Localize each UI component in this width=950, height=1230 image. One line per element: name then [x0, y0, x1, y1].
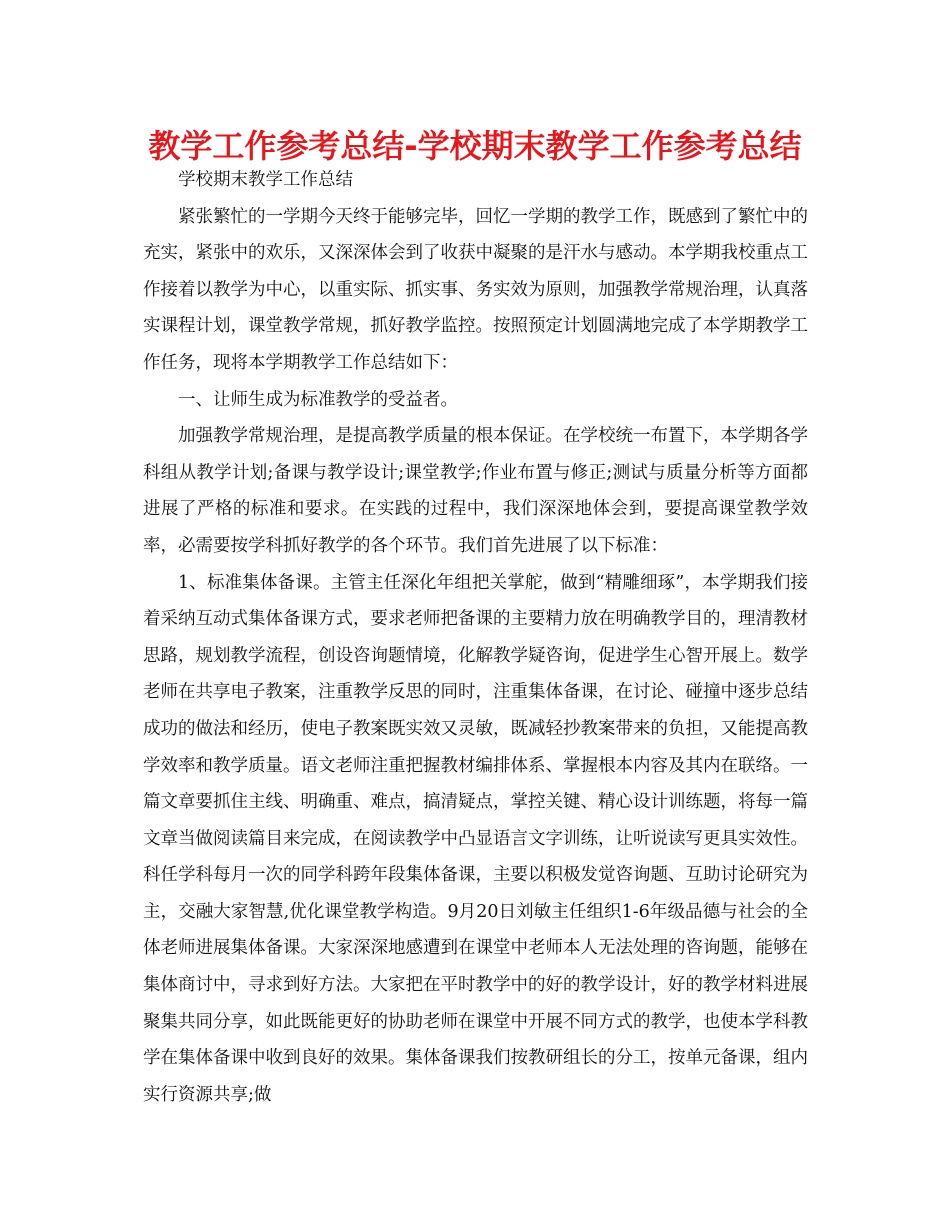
document-title: 教学工作参考总结-学校期末教学工作参考总结	[148, 127, 802, 165]
paragraph-collective-lesson-prep: 1、标准集体备课。主管主任深化年组把关掌舵，做到“精雕细琢”，本学期我们接着采纳互动式集体备课方式，要求老师把备课的主要精力放在明确教学目的，理清教材思路，规划教学流程，创设咨询题情境，化解教学疑咨询，促进学生心智开展上。数学老师在共享电子教案，注重教学反思的同时，注重集体备课，在讨论、碰撞中逐步总结成功的做法和经历，使电子教案既实效又灵敏，既减轻抄教案带来的负担，又能提高教学效率和教学质量。语文老师注重把握教材编排体系、掌握根本内容及其内在联络。一篇文章要抓住主线、明确重、难点，搞清疑点，掌控关键、精心设计训练题，将每一篇文章当做阅读篇目来完成，在阅读教学中凸显语言文字训练，让听说读写更具实效性。科任学科每月一次的同学科跨年段集体备课，主要以积极发觉咨询题、互助讨论研究为主，交融大家智慧,优化课堂教学构造。9月20日刘敏主任组织1-6年级品德与社会的全体老师进展集体备课。大家深深地感遭到在课堂中老师本人无法处理的咨询题，能够在集体商讨中，寻求到好方法。大家把在平时教学中的好的教学设计，好的教学材料进展聚集共同分享，如此既能更好的协助老师在课堂中开展不同方式的教学，也使本学科教学在集体备课中收到良好的效果。集体备课我们按教研组长的分工，按单元备课，组内实行资源共享;做	[143, 572, 808, 1105]
document-body	[143, 162, 808, 1113]
document-subtitle: 学校期末教学工作总结	[178, 170, 353, 190]
paragraph-routine-management: 加强教学常规治理，是提高教学质量的根本保证。在学校统一布置下，本学期各学科组从教学计划;备课与教学设计;课堂教学;作业布置与修正;测试与质量分析等方面都进展了严格的标准和要求。在实践的过程中，我们深深地体会到，要提高课堂教学效率，必需要按学科抓好教学的各个环节。我们首先进展了以下标准：	[143, 426, 808, 556]
section-heading: 一、让师生成为标准教学的受益者。	[178, 389, 458, 410]
paragraph-intro: 紧张繁忙的一学期今天终于能够完毕，回忆一学期的教学工作，既感到了繁忙中的充实，紧张中的欢乐，又深深体会到了收获中凝聚的是汗水与感动。本学期我校重点工作接着以教学为中心，以重实际、抓实事、务实效为原则，加强教学常规治理，认真落实课程计划，课堂教学常规，抓好教学监控。按照预定计划圆满地完成了本学期教学工作任务，现将本学期教学工作总结如下：	[143, 206, 808, 373]
